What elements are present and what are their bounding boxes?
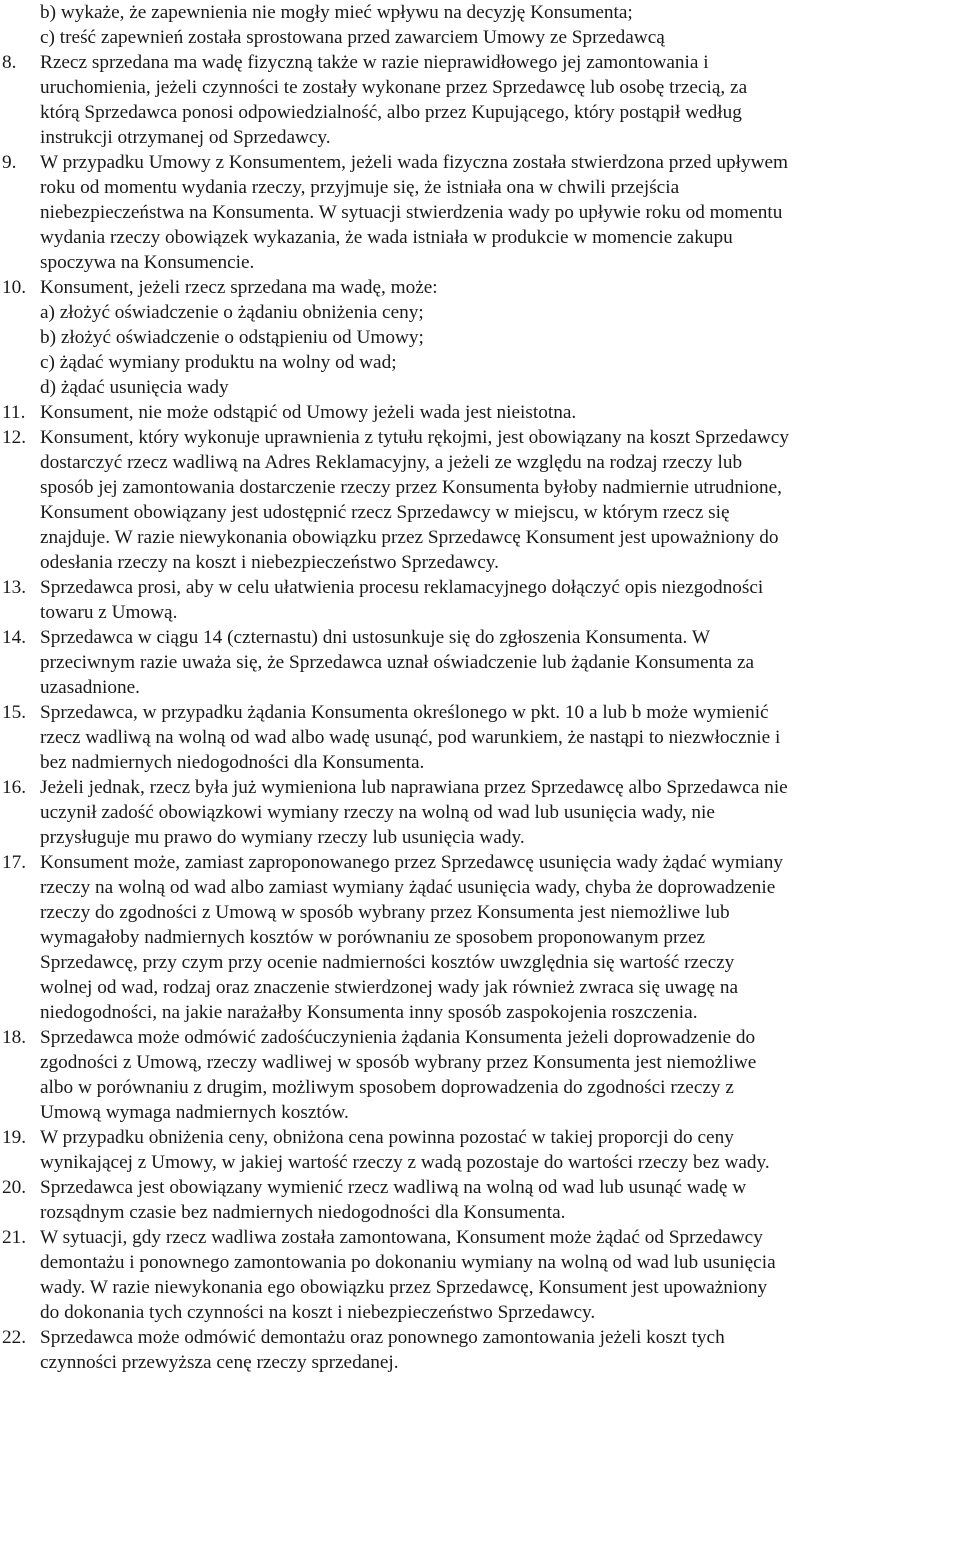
text-line: Konsument może, zamiast zaproponowanego przez Sprzedawcę usunięcia wady żądać wymiany	[40, 852, 783, 873]
paragraph-number: 20.	[2, 1177, 27, 1198]
text-line: a) złożyć oświadczenie o żądaniu obniżenia ceny;	[40, 302, 424, 323]
paragraph-number: 13.	[2, 577, 27, 598]
paragraph-text	[40, 1125, 958, 1175]
text-line: którą Sprzedawca ponosi odpowiedzialność, albo przez Kupującego, który postąpił według	[40, 102, 742, 123]
paragraph-number: 9.	[2, 152, 17, 173]
paragraph-number: 18.	[2, 1027, 27, 1048]
text-line: Jeżeli jednak, rzecz była już wymieniona lub naprawiana przez Sprzedawcę albo Sprzedawca nie	[40, 777, 788, 798]
text-line: Konsument, nie może odstąpić od Umowy jeżeli wada jest nieistotna.	[40, 402, 577, 423]
text-line: niedogodności, na jakie narażałby Konsumenta inny sposób zaspokojenia roszczenia.	[40, 1002, 698, 1023]
paragraph-text	[40, 575, 958, 625]
text-line: Sprzedawca prosi, aby w celu ułatwienia procesu reklamacyjnego dołączyć opis niezgodności	[40, 577, 764, 598]
paragraph-number: 22.	[2, 1327, 27, 1348]
text-line: uczynił zadość obowiązkowi wymiany rzeczy na wolną od wad lub usunięcia wady, nie	[40, 802, 715, 823]
text-line: przeciwnym razie uważa się, że Sprzedawca uznał oświadczenie lub żądanie Konsumenta za	[40, 652, 755, 673]
text-line: Umową wymaga nadmiernych kosztów.	[40, 1102, 349, 1123]
text-line: Sprzedawca jest obowiązany wymienić rzecz wadliwą na wolną od wad lub usunąć wadę w	[40, 1177, 747, 1198]
paragraph-text	[40, 400, 958, 425]
text-line: Sprzedawca w ciągu 14 (czternastu) dni ustosunkuje się do zgłoszenia Konsumenta. W	[40, 627, 710, 648]
paragraph-text	[40, 150, 958, 275]
paragraph-text	[40, 25, 958, 50]
paragraph-text	[40, 1025, 958, 1125]
text-line: Sprzedawca, w przypadku żądania Konsumenta określonego w pkt. 10 a lub b może wymienić	[40, 702, 769, 723]
text-line: niebezpieczeństwa na Konsumenta. W sytuacji stwierdzenia wady po upływie roku od momentu	[40, 202, 783, 223]
text-line: instrukcji otrzymanej od Sprzedawcy.	[40, 127, 331, 148]
paragraph-number: 17.	[2, 852, 27, 873]
text-line: wolnej od wad, rodzaj oraz znaczenie stwierdzonej wady jak również zwraca się uwagę na	[40, 977, 739, 998]
text-line: Rzecz sprzedana ma wadę fizyczną także w razie nieprawidłowego jej zamontowania i	[40, 52, 709, 73]
paragraph-text	[40, 0, 958, 25]
text-line: rzeczy do zgodności z Umową w sposób wybrany przez Konsumenta jest niemożliwe lub	[40, 902, 730, 923]
text-line: Sprzedawcę, przy czym przy ocenie nadmierności kosztów uwzględnia się wartość rzeczy	[40, 952, 735, 973]
text-line: towaru z Umową.	[40, 602, 178, 623]
text-line: wydania rzeczy obowiązek wykazania, że wada istniała w produkcie w momencie zakupu	[40, 227, 733, 248]
text-line: W sytuacji, gdy rzecz wadliwa została zamontowana, Konsument może żądać od Sprzedawcy	[40, 1227, 763, 1248]
text-line: odesłania rzeczy na koszt i niebezpieczeństwo Sprzedawcy.	[40, 552, 499, 573]
paragraph-text	[40, 625, 958, 700]
text-line: W przypadku obniżenia ceny, obniżona cena powinna pozostać w takiej proporcji do ceny	[40, 1127, 734, 1148]
text-line: bez nadmiernych niedogodności dla Konsumenta.	[40, 752, 425, 773]
text-line: albo w porównaniu z drugim, możliwym sposobem doprowadzenia do zgodności rzeczy z	[40, 1077, 734, 1098]
text-line: Konsument obowiązany jest udostępnić rzecz Sprzedawcy w miejscu, w którym rzecz się	[40, 502, 730, 523]
paragraph-number: 11.	[2, 402, 26, 423]
text-line: Sprzedawca może odmówić demontażu oraz ponownego zamontowania jeżeli koszt tych	[40, 1327, 725, 1348]
text-line: roku od momentu wydania rzeczy, przyjmuje się, że istniała ona w chwili przejścia	[40, 177, 680, 198]
paragraph-text	[40, 775, 958, 850]
text-line: wady. W razie niewykonania ego obowiązku przez Sprzedawcę, Konsument jest upoważniony	[40, 1277, 768, 1298]
text-line: znajduje. W razie niewykonania obowiązku przez Sprzedawcę Konsument jest upoważniony do	[40, 527, 779, 548]
text-line: d) żądać usunięcia wady	[40, 377, 229, 398]
text-line: c) treść zapewnień została sprostowana przed zawarciem Umowy ze Sprzedawcą	[40, 27, 665, 48]
text-line: wymagałoby nadmiernych kosztów w porównaniu ze sposobem proponowanym przez	[40, 927, 706, 948]
text-line: do dokonania tych czynności na koszt i niebezpieczeństwo Sprzedawcy.	[40, 1302, 596, 1323]
paragraph-text	[40, 1225, 958, 1325]
text-line: uruchomienia, jeżeli czynności te zostały wykonane przez Sprzedawcę lub osobę trzecią, za	[40, 77, 748, 98]
text-line: dostarczyć rzecz wadliwą na Adres Reklamacyjny, a jeżeli ze względu na rodzaj rzeczy lub	[40, 452, 743, 473]
paragraph-text	[40, 425, 958, 575]
paragraph-text	[40, 1325, 958, 1375]
text-line: sposób jej zamontowania dostarczenie rzeczy przez Konsumenta byłoby nadmiernie utrudnione,	[40, 477, 782, 498]
text-line: przysługuje mu prawo do wymiany rzeczy lub usunięcia wady.	[40, 827, 525, 848]
paragraph-number: 10.	[2, 277, 27, 298]
paragraph-text	[40, 700, 958, 775]
text-line: W przypadku Umowy z Konsumentem, jeżeli wada fizyczna została stwierdzona przed upływem	[40, 152, 788, 173]
text-line: Konsument, który wykonuje uprawnienia z tytułu rękojmi, jest obowiązany na koszt Sprzedawcy	[40, 427, 789, 448]
text-line: czynności przewyższa cenę rzeczy sprzedanej.	[40, 1352, 399, 1373]
paragraph-text	[40, 275, 958, 400]
text-line: rzecz wadliwą na wolną od wad albo wadę usunąć, pod warunkiem, że nastąpi to niezwłocznie i	[40, 727, 781, 748]
paragraph-number: 15.	[2, 702, 27, 723]
paragraph-number: 19.	[2, 1127, 27, 1148]
text-line: demontażu i ponownego zamontowania po dokonaniu wymiany na wolną od wad lub usunięcia	[40, 1252, 776, 1273]
text-line: rozsądnym czasie bez nadmiernych niedogodności dla Konsumenta.	[40, 1202, 566, 1223]
paragraph-text	[40, 1175, 958, 1225]
text-line: c) żądać wymiany produktu na wolny od wad;	[40, 352, 397, 373]
text-line: rzeczy na wolną od wad albo zamiast wymiany żądać usunięcia wady, chyba że doprowadzenie	[40, 877, 776, 898]
text-line: spoczywa na Konsumencie.	[40, 252, 255, 273]
text-line: b) złożyć oświadczenie o odstąpieniu od Umowy;	[40, 327, 424, 348]
text-line: b) wykaże, że zapewnienia nie mogły mieć wpływu na decyzję Konsumenta;	[40, 2, 633, 23]
text-line: zgodności z Umową, rzeczy wadliwej w sposób wybrany przez Konsumenta jest niemożliwe	[40, 1052, 757, 1073]
paragraph-number: 8.	[2, 52, 17, 73]
text-line: Sprzedawca może odmówić zadośćuczynienia żądania Konsumenta jeżeli doprowadzenie do	[40, 1027, 756, 1048]
paragraph-number: 14.	[2, 627, 27, 648]
text-line: uzasadnione.	[40, 677, 140, 698]
text-line: Konsument, jeżeli rzecz sprzedana ma wadę, może:	[40, 277, 438, 298]
paragraph-number: 21.	[2, 1227, 27, 1248]
paragraph-text	[40, 850, 958, 1025]
paragraph-number: 16.	[2, 777, 27, 798]
text-line: wynikającej z Umowy, w jakiej wartość rzeczy z wadą pozostaje do wartości rzeczy bez wady.	[40, 1152, 770, 1173]
paragraph-text	[40, 50, 958, 150]
paragraph-number: 12.	[2, 427, 27, 448]
